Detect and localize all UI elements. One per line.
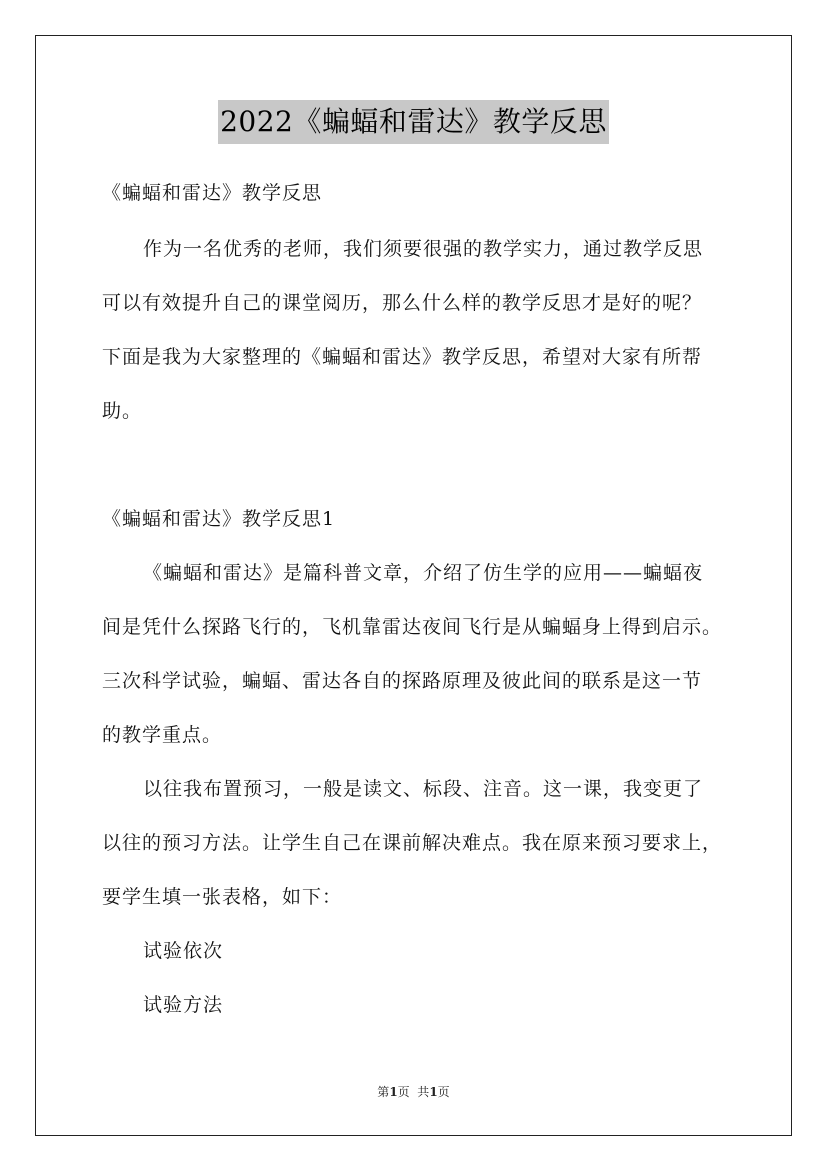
para1-line-2: 间是凭什么探路飞行的，飞机靠雷达夜间飞行是从蝙蝠身上得到启示。: [102, 616, 723, 638]
table-item-2: 试验方法: [143, 994, 224, 1016]
para1-line-4: 的教学重点。: [102, 724, 223, 746]
footer-page-suffix: 页: [437, 1085, 450, 1099]
para2-line-3: 要学生填一张表格，如下：: [102, 886, 343, 908]
section-heading-1: 《蝙蝠和雷达》教学反思1: [102, 508, 336, 530]
intro-line-4: 助。: [102, 400, 143, 422]
title-container: [0, 100, 827, 144]
footer-page-mid: 页 共: [397, 1085, 430, 1099]
page-footer: [0, 1083, 827, 1101]
document-title: 2022《蝙蝠和雷达》教学反思: [218, 100, 609, 144]
intro-line-3: 下面是我为大家整理的《蝙蝠和雷达》教学反思，希望对大家有所帮: [102, 346, 703, 368]
footer-page-total: 1: [429, 1085, 438, 1099]
intro-line-1: 作为一名优秀的老师，我们须要很强的教学实力，通过教学反思: [143, 238, 704, 260]
para2-line-1: 以往我布置预习，一般是读文、标段、注音。这一课，我变更了: [143, 778, 704, 800]
table-item-1: 试验依次: [143, 940, 224, 962]
intro-line-2: 可以有效提升自己的课堂阅历，那么什么样的教学反思才是好的呢？: [102, 292, 703, 314]
intro-heading: 《蝙蝠和雷达》教学反思: [102, 182, 323, 204]
para1-line-3: 三次科学试验，蝙蝠、雷达各自的探路原理及彼此间的联系是这一节: [102, 670, 703, 692]
footer-page-current: 1: [389, 1085, 398, 1099]
footer-page-prefix: 第: [377, 1085, 390, 1099]
para2-line-2: 以往的预习方法。让学生自己在课前解决难点。我在原来预习要求上，: [102, 832, 723, 854]
para1-line-1: 《蝙蝠和雷达》是篇科普文章，介绍了仿生学的应用——蝙蝠夜: [143, 562, 704, 584]
